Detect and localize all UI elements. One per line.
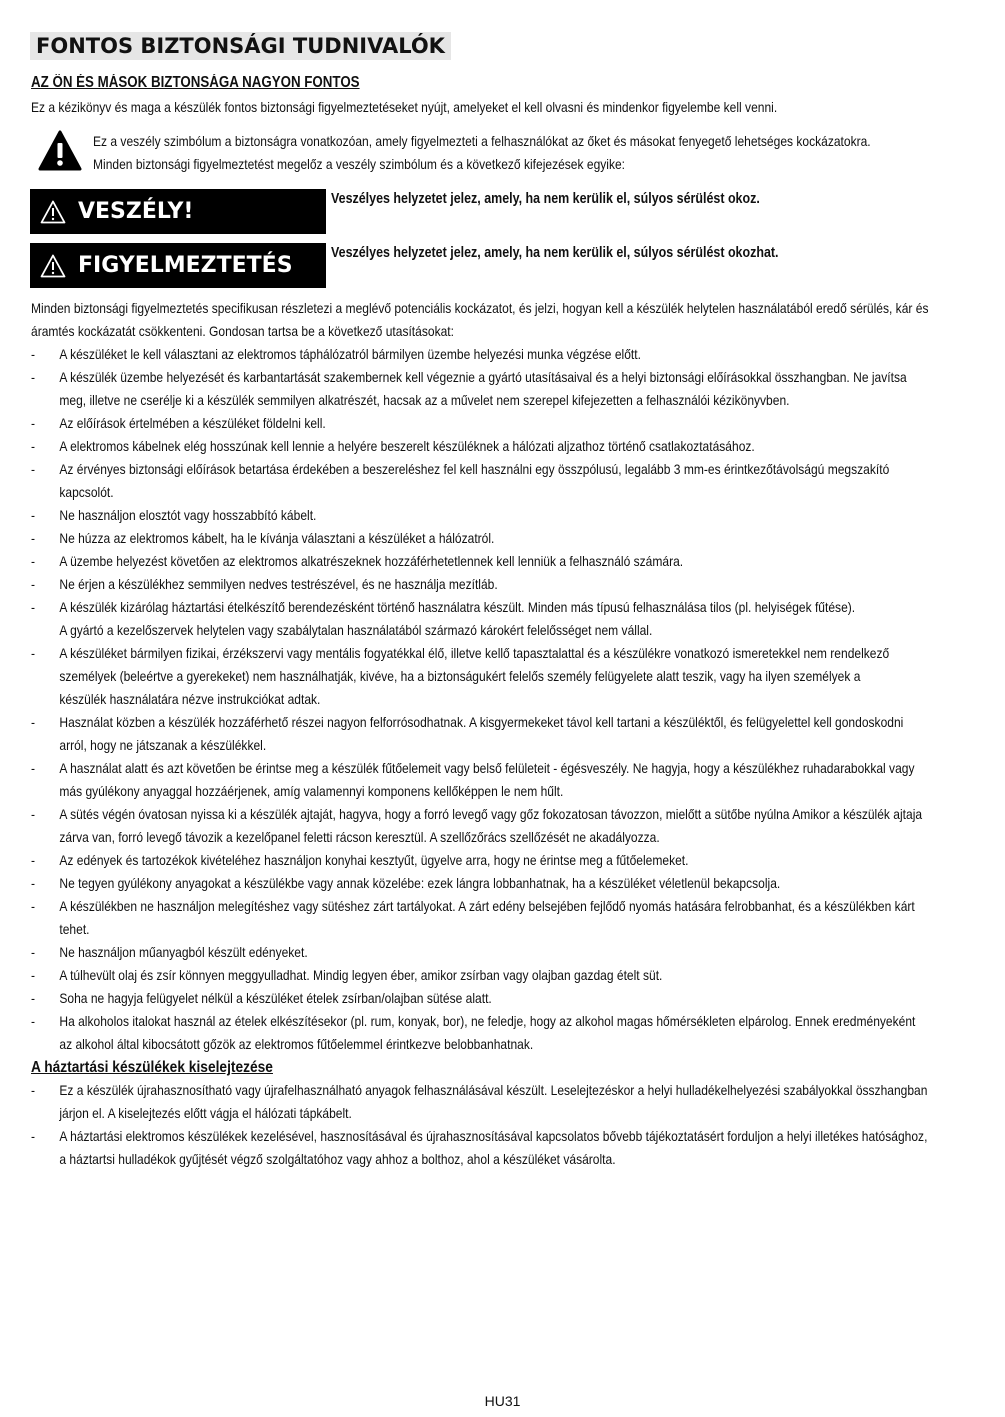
list-item-line: Az edények és tartozékok kivételéhez használjon konyhai kesztyűt, ügyelve arra, hogy ne érintse meg a fűtőelemeket. [59, 852, 689, 868]
list-item [31, 1125, 977, 1171]
bullet-dash: - [31, 1128, 36, 1144]
warning-triangle-icon [38, 130, 82, 172]
disposal-bullet-list [31, 1079, 977, 1171]
list-item [31, 711, 977, 757]
list-item-line: A készülék kizárólag háztartási ételkészítő berendezésként történő használatra készült. Minden más típusú felhasználása tilos (pl. helyiségek fűtése). [59, 599, 856, 615]
bullet-dash: - [31, 530, 36, 546]
list-item-line: arról, hogy ne játszanak a készülékkel. [59, 737, 267, 753]
list-item [31, 872, 977, 895]
list-item [31, 987, 977, 1010]
warning-triangle-icon [40, 254, 66, 278]
bullet-dash: - [31, 415, 36, 431]
list-item-line: Ne használjon műanyagból készült edényeket. [59, 944, 308, 960]
bullet-dash: - [31, 507, 36, 523]
list-item [31, 343, 977, 366]
list-item-line: Ne használjon elosztót vagy hosszabbító kábelt. [59, 507, 317, 523]
list-item [31, 435, 977, 458]
bullet-dash: - [31, 806, 36, 822]
page-number: HU31 [484, 1393, 521, 1409]
bullet-dash: - [31, 461, 36, 477]
list-item-line: Az érvényes biztonsági előírások betartása érdekében a beszereléshez fel kell használni egy összpólusú, legalább 3 mm-es érintkezőtávolságú megszakító [59, 461, 890, 477]
bullet-dash: - [31, 944, 36, 960]
section-heading: AZ ÖN ÉS MÁSOK BIZTONSÁGA NAGYON FONTOS [31, 74, 360, 91]
list-item [31, 849, 977, 872]
bullet-dash: - [31, 369, 36, 385]
bullet-dash: - [31, 1082, 36, 1098]
warning-label: FIGYELMEZTETÉS [78, 253, 293, 278]
list-item-line: tehet. [59, 921, 90, 937]
list-item-line: zárva van, forró levegő távozik a kezelőpanel feletti rácson keresztül. A szellőzőrács szellőzését ne akadályozza. [59, 829, 660, 845]
bullet-dash: - [31, 875, 36, 891]
intro-text: Ez a kézikönyv és maga a készülék fontos biztonsági figyelmeztetéseket nyújt, amelyeket el kell olvasni és mindenkor figyelembe kell venni. [31, 99, 778, 115]
list-item [31, 895, 977, 941]
bullet-dash: - [31, 438, 36, 454]
bullet-dash: - [31, 760, 36, 776]
list-item-line: kapcsolót. [59, 484, 114, 500]
bullet-dash: - [31, 898, 36, 914]
symbol-text-line: Minden biztonsági figyelmeztetést megelőz a veszély szimbólum és a következő kifejezések egyike: [93, 156, 626, 172]
list-item-line: Ha alkoholos italokat használ az ételek elkészítésekor (pl. rum, konyak, bor), ne feledje, hogy az alkohol magas hőmérsékleten elpárolog. Ennek eredményeként [59, 1013, 916, 1029]
list-item-line: Ne tegyen gyúlékony anyagokat a készülékbe vagy annak közelébe: ezek lángra lobbanhatnak, ha a készüléket véletlenül bekapcsolja. [59, 875, 781, 891]
symbol-text-line: Ez a veszély szimbólum a biztonságra vonatkozóan, amely figyelmezteti a felhasználókat az őket és másokat fenyegető lehetséges kockázatokra. [93, 133, 871, 149]
list-item-line: a háztartsi hulladékok gyűjtését végző szolgáltatóhoz vagy ahhoz a bolthoz, ahol a készüléket vásárolta. [59, 1151, 616, 1167]
list-item-line: A túlhevült olaj és zsír könnyen meggyulladhat. Mindig legyen éber, amikor zsírban vagy olajban gazdag ételt süt. [59, 967, 663, 983]
bullet-dash: - [31, 599, 36, 615]
warning-label-box [30, 243, 326, 288]
list-item-line: más gyúlékony anyaggal hozzáérjenek, amíg valamennyi komponens kellőképpen le nem hűlt. [59, 783, 564, 799]
list-item-line: Soha ne hagyja felügyelet nélkül a készüléket ételek zsírban/olajban sütése alatt. [59, 990, 492, 1006]
danger-label-box [30, 189, 326, 234]
list-item-line: A elektromos kábelnek elég hosszúnak kell lennie a helyére beszerelt készüléknek a hálózati aljzathoz történő csatlakoztatásához. [59, 438, 755, 454]
list-item-line: Az előírások értelmében a készüléket földelni kell. [59, 415, 326, 431]
safety-instructions [31, 297, 977, 1171]
disposal-heading: A háztartási készülékek kiselejtezése [31, 1059, 273, 1076]
list-item [31, 366, 977, 412]
list-item [31, 458, 977, 504]
bullet-dash: - [31, 852, 36, 868]
bullet-dash: - [31, 346, 36, 362]
list-item [31, 964, 977, 987]
bullet-dash: - [31, 553, 36, 569]
bullet-dash: - [31, 714, 36, 730]
list-item-line: A használat alatt és azt követően be érintse meg a készülék fűtőelemeit vagy belső felületeit - égésveszély. Ne hagyja, hogy a készülékhez ruhadarabokkal vagy [59, 760, 915, 776]
list-item-line: járjon el. A kiselejtezés előtt vágja el hálózati tápkábelt. [59, 1105, 352, 1121]
list-item-line: Ez a készülék újrahasznosítható vagy újrafelhasználható anyagok felhasználásával készült. Leselejtezéskor a helyi hulladékelhelyezési szabályokkal összhangban [59, 1082, 928, 1098]
list-item-line: Használat közben a készülék hozzáférhető részei nagyon felforrósodhatnak. A kisgyermekeket távol kell tartani a készüléktől, és felügyelettel kell gondoskodni [59, 714, 904, 730]
bullet-dash: - [31, 967, 36, 983]
list-item [31, 803, 977, 849]
bullet-dash: - [31, 1013, 36, 1029]
list-item-line: Ne húzza az elektromos kábelt, ha le kívánja választani a készüléket a hálózatról. [59, 530, 495, 546]
list-item [31, 504, 977, 527]
list-item-line: A készüléket le kell választani az elektromos táphálózatról bármilyen üzembe helyezési munka végzése előtt. [59, 346, 641, 362]
list-item [31, 550, 977, 573]
list-item [31, 1010, 977, 1056]
list-item-line: Ne érjen a készülékhez semmilyen nedves testrészével, és ne használja mezítláb. [59, 576, 498, 592]
list-item [31, 1079, 977, 1125]
body-intro-line: áramtés kockázatát csökkenteni. Gondosan tartsa be a következő utasításokat: [31, 323, 454, 339]
list-item-line: A készülékben ne használjon melegítéshez vagy sütéshez zárt tartályokat. A zárt edény belsejében fejlődő nyomás hatására felrobbanhat, és a készülékben kárt [59, 898, 915, 914]
list-item-line: A készüléket bármilyen fizikai, érzékszervi vagy mentális fogyatékkal élő, illetve kellő tapasztalattal és a készülékre vonatkozó ismeretekkel nem rendelkező [59, 645, 890, 661]
bullet-dash: - [31, 990, 36, 1006]
list-item [31, 573, 977, 596]
bullet-dash: - [31, 576, 36, 592]
list-item [31, 941, 977, 964]
list-item-line: az alkohol által kibocsátott gőzök az elektromos fűtőelemmel érintkezve belobbanhatnak. [59, 1036, 534, 1052]
list-item [31, 642, 977, 711]
list-item [31, 412, 977, 435]
list-item-line: A háztartási elektromos készülékek kezelésével, hasznosításával és újrahasznosításával kapcsolatos bővebb tájékoztatásért forduljon a helyi illetékes hatósághoz, [59, 1128, 928, 1144]
list-item-line: A készülék üzembe helyezését és karbantartását szakembernek kell végeznie a gyártó utasításaival és a helyi biztonsági előírásokkal összhangban. Ne javítsa [59, 369, 907, 385]
danger-label: VESZÉLY! [78, 199, 194, 224]
danger-description: Veszélyes helyzetet jelez, amely, ha nem kerülik el, súlyos sérülést okoz. [331, 191, 760, 207]
bullet-dash: - [31, 645, 36, 661]
list-item-line: A gyártó a kezelőszervek helytelen vagy szabálytalan használatából származó károkért felelősséget nem vállal. [59, 622, 653, 638]
list-item [31, 757, 977, 803]
list-item [31, 527, 977, 550]
warning-description: Veszélyes helyzetet jelez, amely, ha nem kerülik el, súlyos sérülést okozhat. [331, 245, 779, 261]
body-intro-line: Minden biztonsági figyelmeztetés specifikusan részletezi a meglévő potenciális kockázatot, és jelzi, hogyan kell a készülék helytelen használatából eredő sérülés, kár és [31, 300, 929, 316]
safety-bullet-list [31, 343, 977, 1056]
page-title: FONTOS BIZTONSÁGI TUDNIVALÓK [30, 32, 451, 60]
list-item-line: A üzembe helyezést követően az elektromos alkatrészeknek hozzáférhetetlennek kell lenniük a felhasználó számára. [59, 553, 684, 569]
warning-triangle-icon [40, 200, 66, 224]
list-item-line: készülék használatára nézve instrukciókat adtak. [59, 691, 321, 707]
list-item [31, 596, 977, 642]
list-item-line: személyek (beleértve a gyerekeket) nem használhatják, kivéve, ha a biztonságukért felelős személy felügyelete alatt teszik, vagy ha ilyen személyek a [59, 668, 861, 684]
list-item-line: A sütés végén óvatosan nyissa ki a készülék ajtaját, hagyva, hogy a forró levegő vagy gőz fokozatosan távozzon, mielőtt a sütőbe nyúlna Amikor a készülék ajtaja [59, 806, 923, 822]
list-item-line: meg, illetve ne cserélje ki a készülék semmilyen alkatrészét, hacsak az a művelet nem szerepel kifejezetten a felhasználói kézikönyvben. [59, 392, 790, 408]
